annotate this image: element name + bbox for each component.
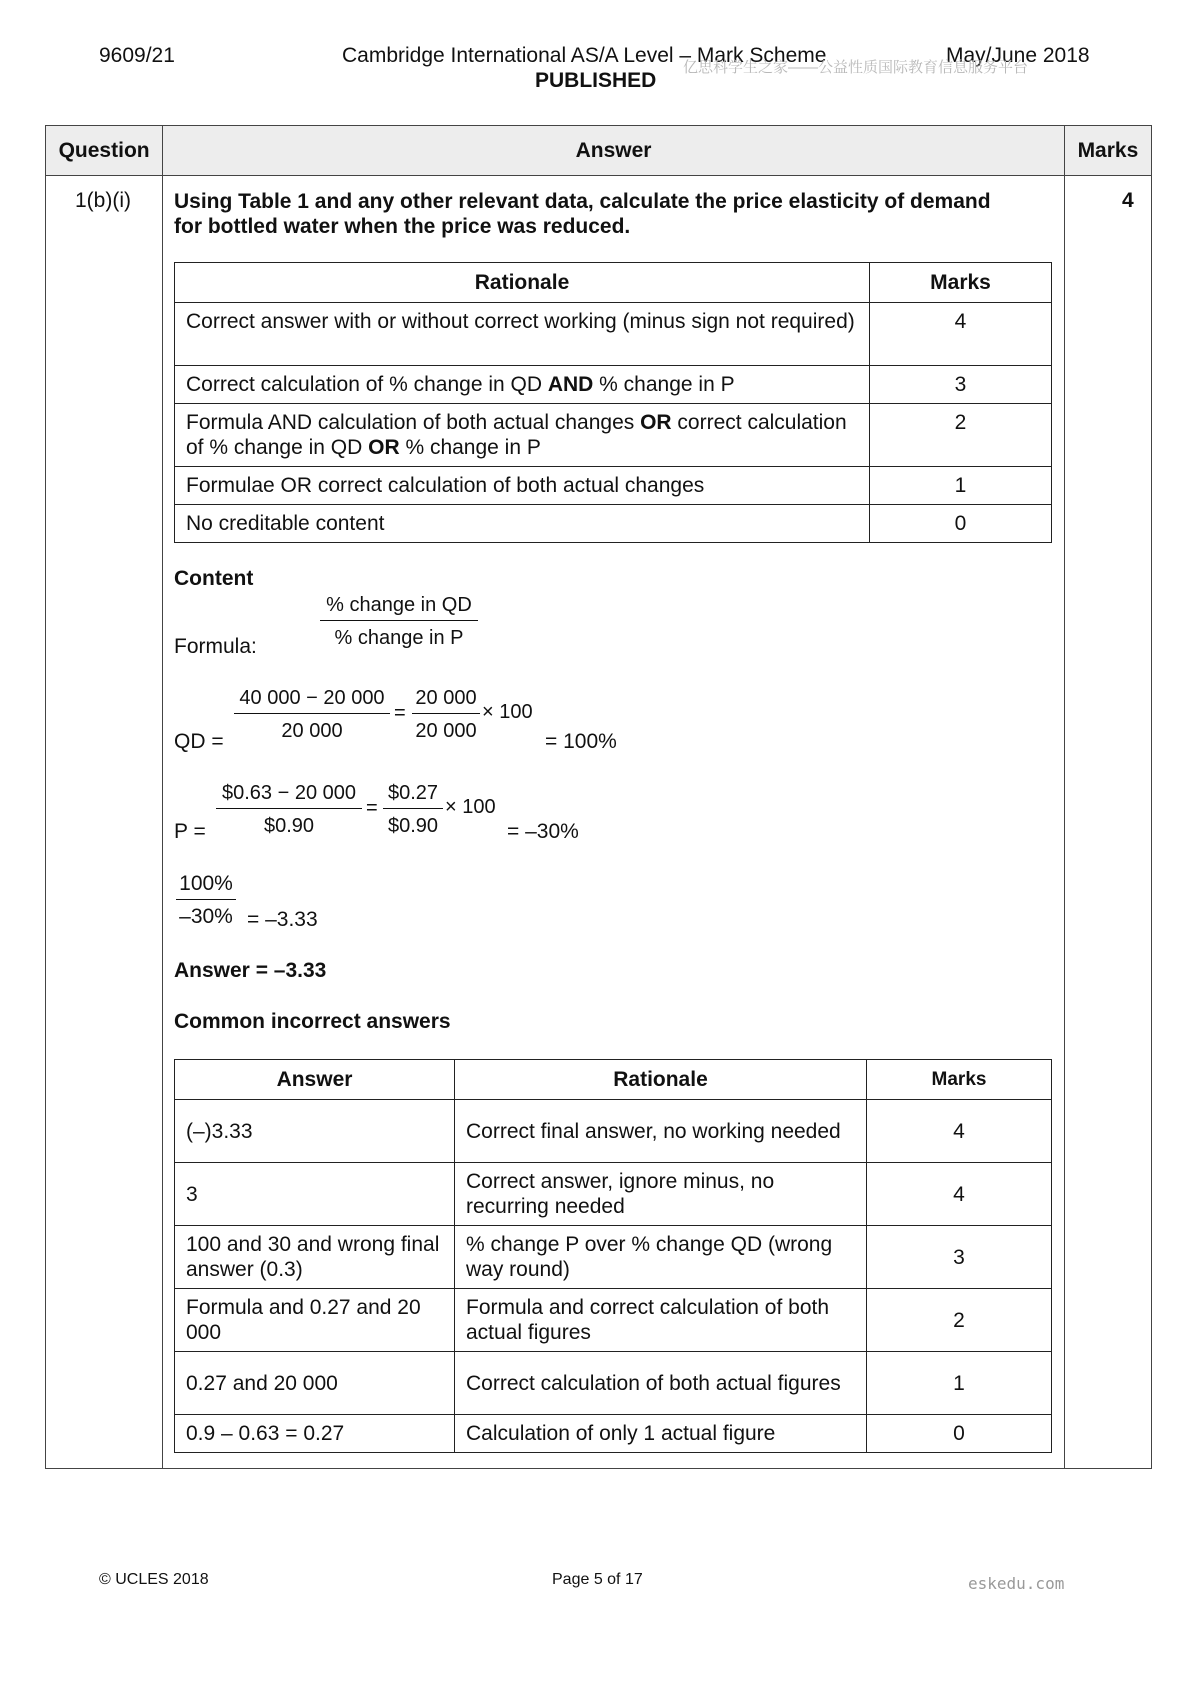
multiplier: × 100 xyxy=(482,701,533,723)
rationale-part: % change in P xyxy=(593,373,735,396)
fraction-denominator: $0.90 xyxy=(263,815,315,837)
rationale-text: Correct calculation of both actual figures xyxy=(455,1352,867,1415)
rationale-text xyxy=(175,404,870,467)
table-row xyxy=(175,1415,1052,1453)
fraction-numerator: 20 000 xyxy=(412,686,480,714)
p-label: P = xyxy=(174,820,206,843)
rationale-text: % change P over % change QD (wrong way round) xyxy=(455,1226,867,1289)
page-number: Page 5 of 17 xyxy=(552,1571,643,1588)
watermark-text: 亿思科学生之家——公益性质国际教育信息服务平台 xyxy=(683,59,1029,76)
document-title: Cambridge International AS/A Level – Mark Scheme xyxy=(342,44,827,67)
qd-label: QD = xyxy=(174,730,224,753)
rationale-part: Correct calculation of % change in QD xyxy=(186,373,548,396)
question-cell xyxy=(46,176,163,1469)
fraction-numerator: $0.27 xyxy=(383,781,443,809)
marks-value: 2 xyxy=(870,404,1052,467)
rationale-text: Formula and correct calculation of both actual figures xyxy=(455,1289,867,1352)
rationale-text: Calculation of only 1 actual figure xyxy=(455,1415,867,1453)
answer-value: 0.9 – 0.63 = 0.27 xyxy=(175,1415,455,1453)
table-row xyxy=(175,1100,1052,1163)
rationale-text: Correct answer, ignore minus, no recurring needed xyxy=(455,1163,867,1226)
p-fraction-1 xyxy=(216,781,362,838)
table-row xyxy=(175,1226,1052,1289)
rationale-text: Correct final answer, no working needed xyxy=(455,1100,867,1163)
formula-fraction xyxy=(320,593,478,650)
rationale-part: correct calculation of % change in QD xyxy=(186,411,847,459)
rationale-text: No creditable content xyxy=(175,505,870,543)
fraction-denominator: % change in P xyxy=(334,627,464,649)
fraction-denominator: 20 000 xyxy=(415,720,477,742)
table-row xyxy=(175,1163,1052,1226)
marks-value: 4 xyxy=(867,1163,1052,1226)
qd-fraction-2 xyxy=(412,686,480,743)
marks-header: Marks xyxy=(867,1060,1052,1100)
marks-value: 0 xyxy=(870,505,1052,543)
rationale-text xyxy=(175,366,870,404)
question-prompt-line: for bottled water when the price was reduced. xyxy=(174,215,631,238)
rationale-text: Correct answer with or without correct working (minus sign not required) xyxy=(175,303,870,366)
fraction-denominator: $0.90 xyxy=(387,815,439,837)
content-heading: Content xyxy=(174,567,254,590)
question-marks: 4 xyxy=(1122,189,1134,212)
marks-column-header: Marks xyxy=(1064,126,1151,176)
rationale-keyword: OR xyxy=(640,411,672,434)
ped-fraction xyxy=(176,872,236,929)
multiplier: × 100 xyxy=(445,796,496,818)
answer-value: 0.27 and 20 000 xyxy=(175,1352,455,1415)
fraction-denominator: 20 000 xyxy=(281,720,343,742)
question-number: 1(b)(i) xyxy=(75,189,131,212)
answer-header: Answer xyxy=(175,1060,455,1100)
marks-header: Marks xyxy=(870,263,1052,303)
qd-fraction-1 xyxy=(234,686,390,743)
question-prompt xyxy=(174,189,991,239)
table-row xyxy=(175,505,1052,543)
table-row xyxy=(175,1289,1052,1352)
equals-sign: = xyxy=(394,702,406,724)
marks-value: 3 xyxy=(870,366,1052,404)
common-answers-heading: Common incorrect answers xyxy=(174,1010,451,1033)
rationale-text: Formulae OR correct calculation of both actual changes xyxy=(175,467,870,505)
fraction-denominator: –30% xyxy=(179,905,233,928)
marks-value: 2 xyxy=(867,1289,1052,1352)
common-answers-table xyxy=(174,1059,1052,1453)
rationale-part: % change in P xyxy=(399,436,541,459)
fraction-numerator: 40 000 − 20 000 xyxy=(234,686,390,714)
rationale-keyword: OR xyxy=(368,436,400,459)
table-row xyxy=(175,303,1052,366)
answer-column-header: Answer xyxy=(163,126,1065,176)
fraction-numerator: $0.63 − 20 000 xyxy=(216,781,362,809)
answer-value: 3 xyxy=(175,1163,455,1226)
answer-value: 100 and 30 and wrong final answer (0.3) xyxy=(175,1226,455,1289)
rationale-part: Formula AND calculation of both actual changes xyxy=(186,411,641,434)
marks-value: 3 xyxy=(867,1226,1052,1289)
exam-date: May/June 2018 xyxy=(946,44,1090,67)
marks-value: 0 xyxy=(867,1415,1052,1453)
marks-value: 4 xyxy=(867,1100,1052,1163)
table-row xyxy=(175,366,1052,404)
formula-label: Formula: xyxy=(174,635,257,658)
rationale-header: Rationale xyxy=(175,263,870,303)
p-fraction-2 xyxy=(383,781,443,838)
qd-result: = 100% xyxy=(545,730,617,753)
published-label: PUBLISHED xyxy=(535,69,657,92)
table-row xyxy=(175,404,1052,467)
table-row xyxy=(175,1352,1052,1415)
rationale-header: Rationale xyxy=(455,1060,867,1100)
rationale-keyword: AND xyxy=(547,373,594,396)
marks-value: 1 xyxy=(870,467,1052,505)
answer-value: (–)3.33 xyxy=(175,1100,455,1163)
ped-result: = –3.33 xyxy=(247,908,318,931)
fraction-numerator: 100% xyxy=(176,872,236,900)
equals-sign: = xyxy=(366,797,378,819)
p-result: = –30% xyxy=(507,820,579,843)
marks-cell xyxy=(1064,176,1151,1469)
answer-value: Formula and 0.27 and 20 000 xyxy=(175,1289,455,1352)
paper-code: 9609/21 xyxy=(99,44,175,67)
marks-value: 1 xyxy=(867,1352,1052,1415)
table-row xyxy=(175,467,1052,505)
copyright: © UCLES 2018 xyxy=(99,1571,209,1588)
rationale-table xyxy=(174,262,1052,543)
marks-value: 4 xyxy=(870,303,1052,366)
question-prompt-line: Using Table 1 and any other relevant data, calculate the price elasticity of demand xyxy=(174,190,991,213)
question-column-header: Question xyxy=(46,126,163,176)
site-watermark: eskedu.com xyxy=(968,1574,1065,1593)
fraction-numerator: % change in QD xyxy=(320,593,478,621)
final-answer: Answer = –3.33 xyxy=(174,959,327,982)
